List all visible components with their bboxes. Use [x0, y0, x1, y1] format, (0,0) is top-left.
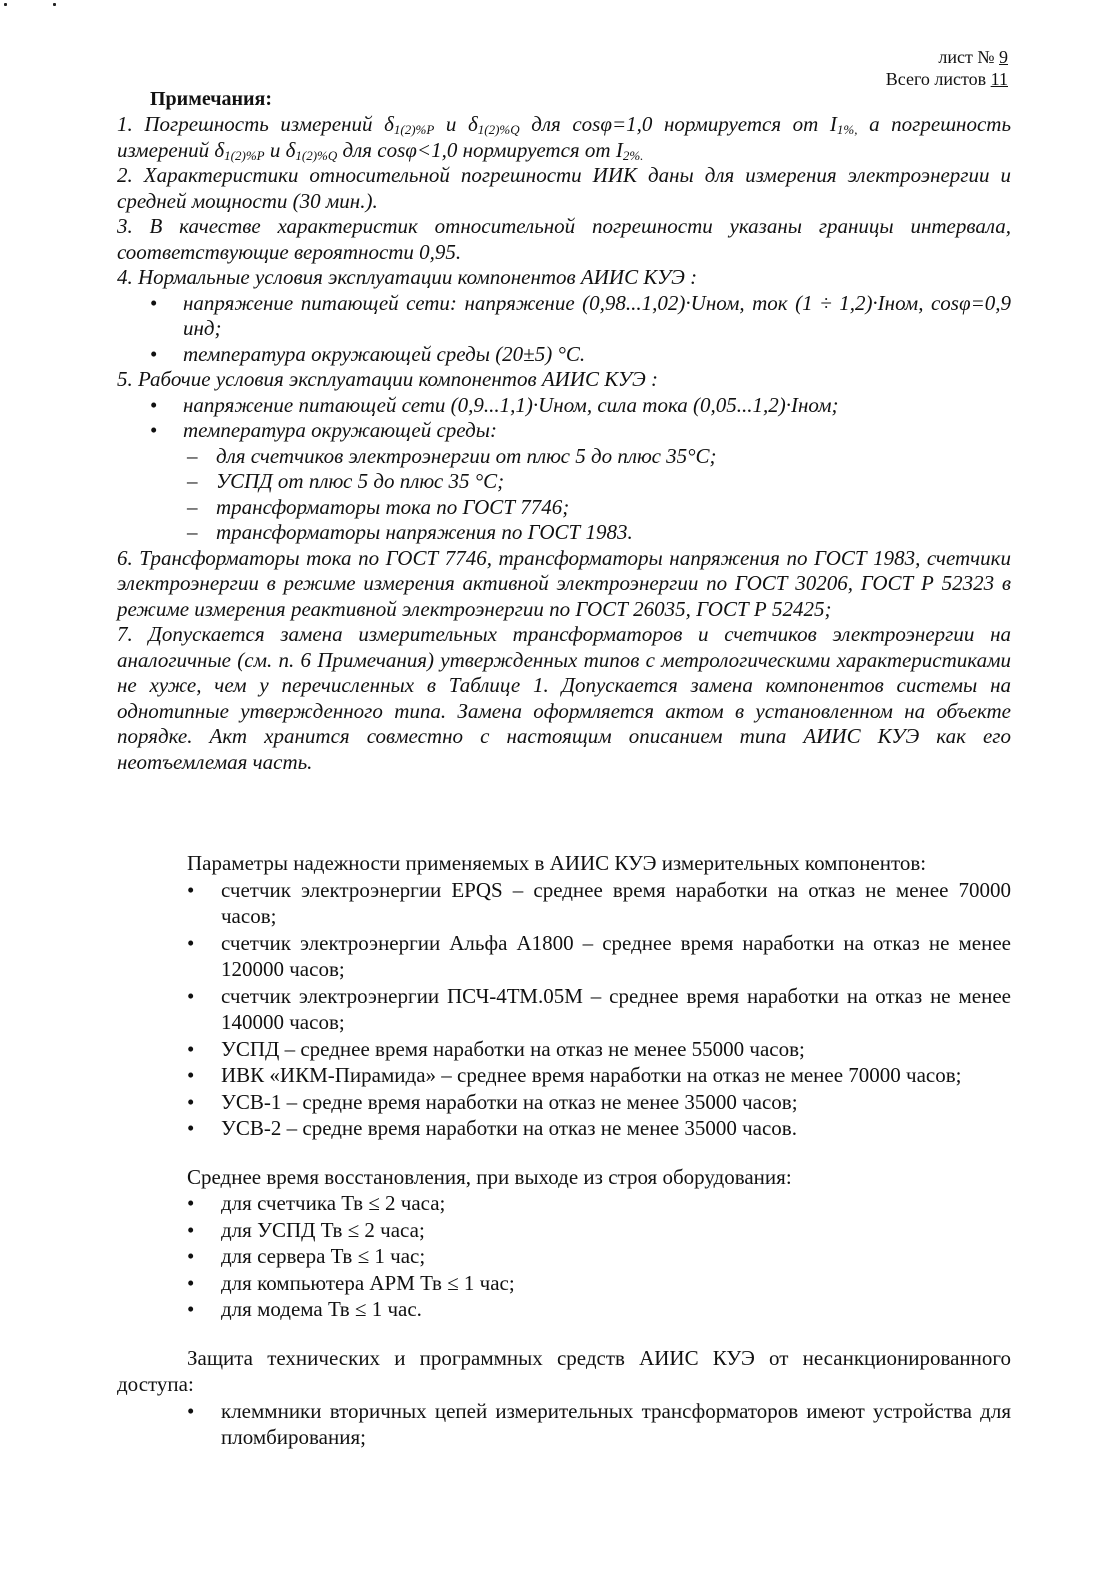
list-item: • счетчик электроэнергии ПСЧ-4ТМ.05М – среднее время наработки на отказ не менее 140000 часов; [187, 983, 1011, 1034]
list-item: • УСПД – среднее время наработки на отказ не менее 55000 часов; [187, 1036, 805, 1061]
bullet-icon: • [187, 983, 195, 1008]
spacer [117, 1142, 1011, 1164]
list-item: • температура окружающей среды: [150, 418, 497, 442]
bullet-icon: • [187, 930, 195, 955]
note-4-list [117, 291, 1011, 368]
reliability-intro: Параметры надежности применяемых в АИИС КУЭ измерительных компонентов: [187, 851, 927, 875]
bullet-icon: • [150, 341, 158, 366]
reliability-list [117, 877, 1011, 1142]
list-item: • клеммники вторичных цепей измерительных трансформаторов имеют устройства для пломбирования; [187, 1398, 1011, 1449]
notes-title: Примечания: [150, 88, 273, 110]
list-item: • УСВ-2 – средне время наработки на отказ не менее 35000 часов. [187, 1116, 797, 1140]
note-5-title: 5. Рабочие условия эксплуатации компонентов АИИС КУЭ : [117, 367, 659, 391]
sheet-label: лист № [938, 47, 995, 67]
list-item: • УСВ-1 – средне время наработки на отказ не менее 35000 часов; [187, 1089, 798, 1114]
dash-icon: – [187, 443, 198, 468]
bullet-icon: • [187, 1089, 195, 1114]
bullet-icon: • [187, 1244, 195, 1268]
lower-section [117, 850, 1011, 1451]
scan-speck [53, 3, 56, 6]
protection-intro: Защита технических и программных средств АИИС КУЭ от несанкционированного доступа: [117, 1345, 1011, 1396]
list-item: – для счетчиков электроэнергии от плюс 5 до плюс 35°С; [187, 443, 717, 468]
list-item: • для счетчика Тв ≤ 2 часа; [187, 1191, 446, 1215]
sheet-number: 9 [999, 47, 1008, 67]
recovery-intro: Среднее время восстановления, при выходе из строя оборудования: [187, 1164, 792, 1189]
spacer [117, 1323, 1011, 1345]
list-item: • для модема Тв ≤ 1 час. [187, 1297, 422, 1321]
bullet-icon: • [187, 1036, 195, 1061]
list-item: • для компьютера АРМ Тв ≤ 1 час; [187, 1270, 515, 1295]
protection-list [117, 1398, 1011, 1451]
bullet-icon: • [187, 1116, 195, 1140]
note-1: 1. Погрешность измерений $\delta_{1(2)\%P}$ и $\delta_{1(2)\%Q}$ для cosφ=1,0 нормируется от $I_{1\%,}$ а погрешность измерений $\delta_{1(2)\%P}$ и $\delta_{1(2)\%Q}$ для cosφ<1,0 нормируется от $I_{2\%.}$ [117, 112, 1012, 163]
note-5-sublist [117, 444, 1011, 546]
list-item: – трансформаторы напряжения по ГОСТ 1983. [187, 520, 633, 544]
note-3: 3. В качестве характеристик относительной погрешности указаны границы интервала, соответствующие вероятности 0,95. [117, 214, 1011, 264]
list-item: • счетчик электроэнергии Альфа А1800 – среднее время наработки на отказ не менее 120000 часов; [187, 930, 1011, 981]
list-item: • ИВК «ИКМ-Пирамида» – среднее время наработки на отказ не менее 70000 часов; [187, 1063, 962, 1087]
list-item: – УСПД от плюс 5 до плюс 35 °С; [187, 469, 505, 493]
bullet-icon: • [187, 1398, 195, 1423]
list-item: • напряжение питающей сети: напряжение (0,98...1,02)·Uном, ток (1 ÷ 1,2)·Iном, cosφ=0,9 инд; [150, 290, 1011, 340]
bullet-icon: • [150, 290, 158, 315]
bullet-icon: • [187, 1063, 195, 1087]
dash-icon: – [187, 469, 198, 493]
note-5-list [117, 393, 1011, 444]
bullet-icon: • [150, 392, 158, 417]
dash-icon: – [187, 494, 198, 519]
note-6: 6. Трансформаторы тока по ГОСТ 7746, трансформаторы напряжения по ГОСТ 1983, счетчики электроэнергии в режиме измерения активной электроэнергии по ГОСТ 30206, ГОСТ Р 52323 в режиме измерения реактивной электроэнергии по ГОСТ 26035, ГОСТ Р 52425; [117, 545, 1011, 621]
total-sheets-number: 11 [990, 69, 1008, 89]
list-item: • счетчик электроэнергии EPQS – среднее время наработки на отказ не менее 70000 часов; [187, 877, 1011, 928]
total-sheets-label: Всего листов [885, 69, 987, 89]
sheet-number-line [938, 46, 1008, 68]
bullet-icon: • [187, 1297, 195, 1321]
list-item: • для сервера Тв ≤ 1 час; [187, 1244, 426, 1268]
list-item: • напряжение питающей сети (0,9...1,1)·Uном, сила тока (0,05...1,2)·Iном; [150, 392, 839, 417]
bullet-icon: • [150, 418, 158, 442]
dash-icon: – [187, 520, 198, 544]
recovery-list [117, 1190, 1011, 1323]
list-item: • температура окружающей среды (20±5) °С. [150, 341, 586, 366]
list-item: – трансформаторы тока по ГОСТ 7746; [187, 494, 570, 519]
bullet-icon: • [187, 877, 195, 902]
bullet-icon: • [187, 1217, 195, 1242]
note-2: 2. Характеристики относительной погрешности ИИК даны для измерения электроэнергии и средней мощности (30 мин.). [117, 163, 1011, 213]
bullet-icon: • [187, 1191, 195, 1215]
bullet-icon: • [187, 1270, 195, 1295]
total-sheets-line [886, 68, 1008, 90]
note-7: 7. Допускается замена измерительных трансформаторов и счетчиков электроэнергии на аналогичные (см. п. 6 Примечания) утвержденных типов с метрологическими характеристиками не хуже, чем у перечисленных в Таблице 1. Допускается замена компонентов системы на однотипные утвержденного типа. Замена оформляется актом в установленном на объекте порядке. Акт хранится совместно с настоящим описанием типа АИИС КУЭ как его неотъемлемая часть. [117, 622, 1011, 774]
list-item: • для УСПД Тв ≤ 2 часа; [187, 1217, 425, 1242]
notes-section [117, 112, 1011, 775]
note-4-title: 4. Нормальные условия эксплуатации компонентов АИИС КУЭ : [117, 265, 698, 289]
scan-speck [4, 3, 7, 6]
